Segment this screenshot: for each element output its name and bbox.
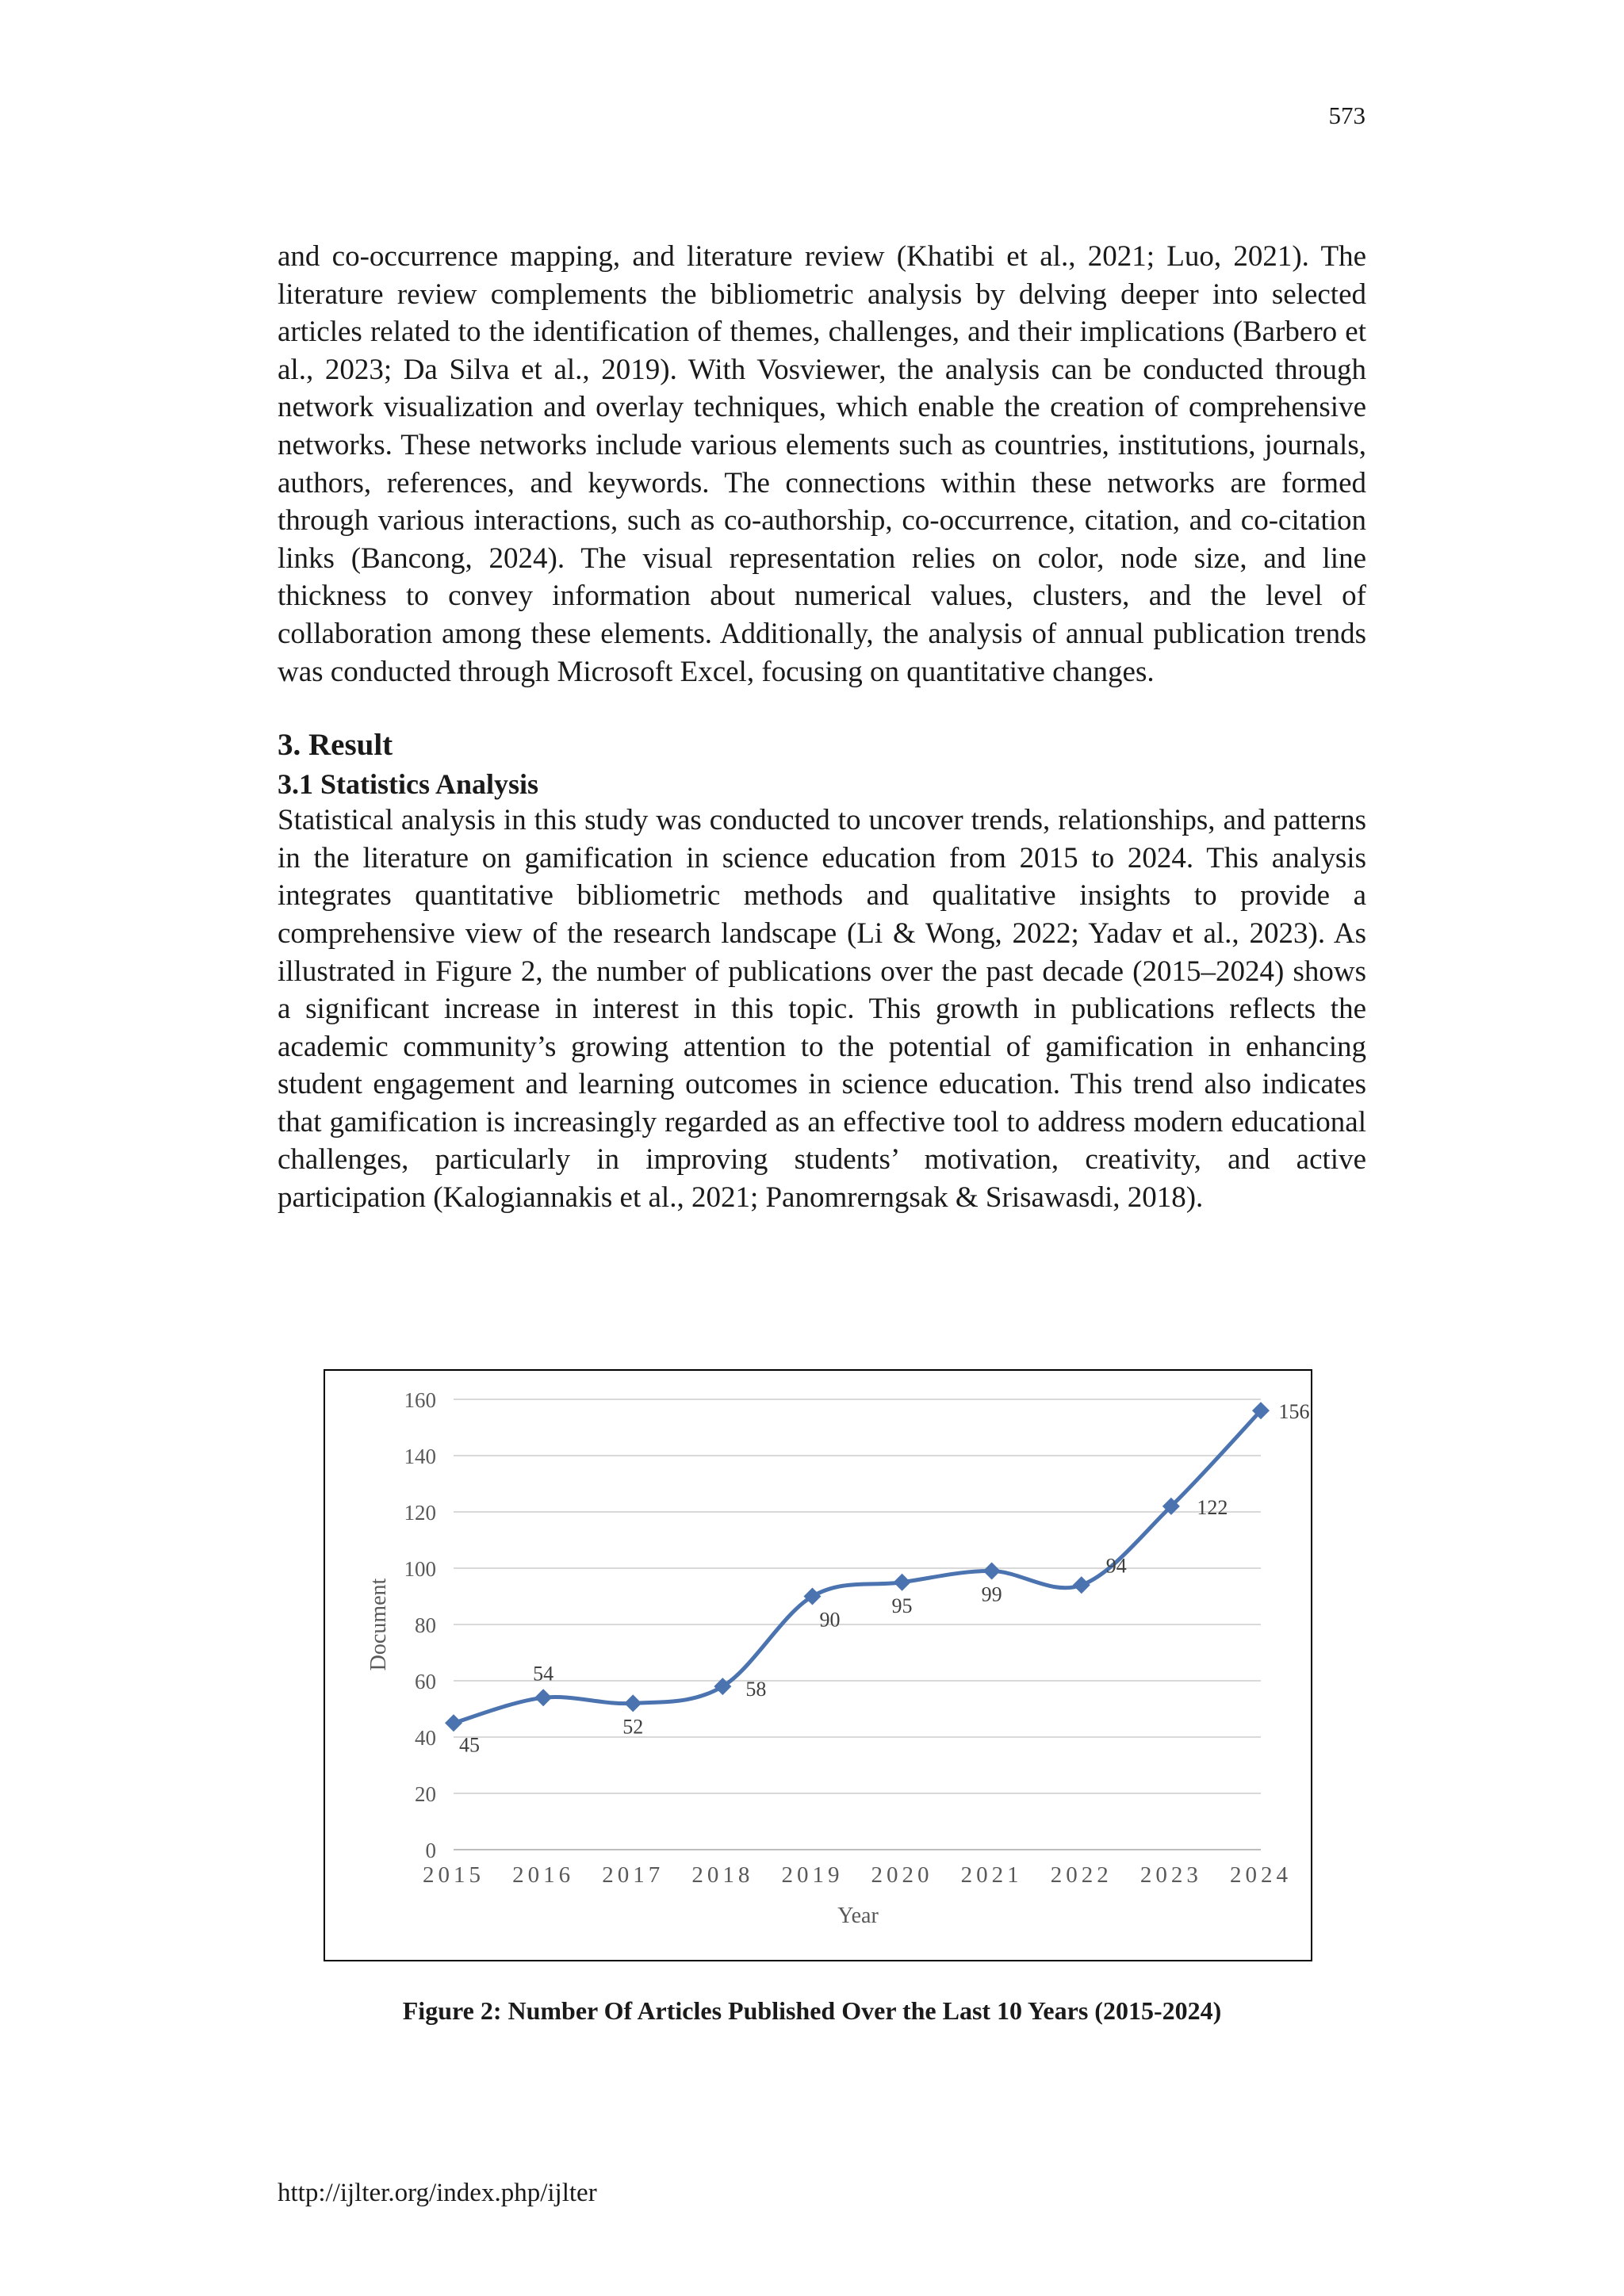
x-tick-label-2023: 2023: [1139, 1862, 1202, 1888]
y-tick-label-160: 160: [404, 1388, 436, 1412]
data-point-2020: [894, 1574, 911, 1591]
y-axis-title: Document: [366, 1578, 391, 1671]
figure-caption: Figure 2: Number Of Articles Published Over the Last 10 Years (2015-2024): [402, 1996, 1222, 2025]
x-tick-label-2019: 2019: [781, 1862, 844, 1888]
x-tick-label-2020: 2020: [871, 1862, 933, 1888]
result-paragraph: Statistical analysis in this study was conducted to uncover trends, relationships, and patterns in the literature on gamification in science education from 2015 to 2024. This analysis integrates quantitative bibliometric methods and qualitative insights to provide a comprehensive view of the research landscape (Li & Wong, 2022; Yadav et al., 2023). As illustrated in Figure 2, the number of publications over the past decade (2015–2024) shows a significant increase in interest in this topic. This growth in publications reflects the academic community’s growing attention to the potential of gamification in enhancing student engagement and learning outcomes in science education. This trend also indicates that gamification is increasingly regarded as an effective tool to address modern educational challenges, particularly in improving students’ motivation, creativity, and active participation (Kalogiannakis et al., 2021; Panomrerngsak & Srisawasdi, 2018).: [278, 804, 1366, 1215]
data-label-2021: 99: [981, 1582, 1002, 1606]
series-line-document: [454, 1410, 1261, 1723]
x-tick-label-2021: 2021: [960, 1862, 1023, 1888]
x-axis-title: Year: [837, 1904, 879, 1928]
y-tick-label-120: 120: [404, 1501, 436, 1525]
y-tick-label-60: 60: [415, 1670, 436, 1693]
x-tick-label-2022: 2022: [1050, 1862, 1113, 1888]
data-label-2016: 54: [533, 1662, 554, 1686]
main-content: [278, 238, 1366, 1217]
page-number: 573: [1328, 101, 1365, 129]
data-label-2015: 45: [459, 1733, 480, 1757]
data-label-2017: 52: [622, 1715, 644, 1739]
line-chart: [325, 1371, 1314, 1963]
footer-url: http://ijlter.org/index.php/ijlter: [278, 2179, 597, 2207]
figure-2-chart: [324, 1369, 1312, 1961]
x-tick-label-2016: 2016: [512, 1862, 575, 1888]
x-tick-label-2015: 2015: [423, 1862, 485, 1888]
data-label-2020: 95: [891, 1594, 913, 1617]
x-tick-label-2018: 2018: [691, 1862, 754, 1888]
x-tick-label-2024: 2024: [1230, 1862, 1292, 1888]
data-label-2024: 156: [1278, 1400, 1310, 1424]
y-tick-label-0: 0: [425, 1839, 436, 1862]
subsection-heading: 3.1 Statistics Analysis: [278, 768, 539, 801]
section-heading: 3. Result: [278, 728, 393, 763]
data-label-2018: 58: [745, 1678, 767, 1701]
y-tick-label-20: 20: [415, 1782, 436, 1806]
intro-paragraph: and co-occurrence mapping, and literature review (Khatibi et al., 2021; Luo, 2021). The literature review complements the bibliometric analysis by delving deeper into selected articles related to the identification of themes, challenges, and their implications (Barbero et al., 2023; Da Silva et al., 2019). With Vosviewer, the analysis can be conducted through network visualization and overlay techniques, which enable the creation of comprehensive networks. These networks include various elements such as countries, institutions, journals, authors, references, and keywords. The connections within these networks are formed through various interactions, such as co-authorship, co-occurrence, citation, and co-citation links (Bancong, 2024). The visual representation relies on color, node size, and line thickness to convey information about numerical values, clusters, and the level of collaboration among these elements. Additionally, the analysis of annual publication trends was conducted through Microsoft Excel, focusing on quantitative changes.: [278, 240, 1366, 688]
data-label-2022: 94: [1105, 1554, 1127, 1578]
x-tick-label-2017: 2017: [602, 1862, 665, 1888]
data-label-2019: 90: [819, 1608, 841, 1632]
data-label-2023: 122: [1197, 1495, 1228, 1519]
y-tick-label-140: 140: [404, 1445, 436, 1468]
data-point-2016: [534, 1689, 552, 1706]
y-tick-label-40: 40: [415, 1726, 436, 1750]
data-point-2015: [445, 1714, 462, 1732]
y-tick-label-80: 80: [415, 1613, 436, 1637]
data-point-2022: [1073, 1576, 1090, 1594]
data-point-2021: [983, 1563, 1001, 1580]
y-tick-label-100: 100: [404, 1557, 436, 1581]
data-point-2017: [624, 1694, 642, 1712]
